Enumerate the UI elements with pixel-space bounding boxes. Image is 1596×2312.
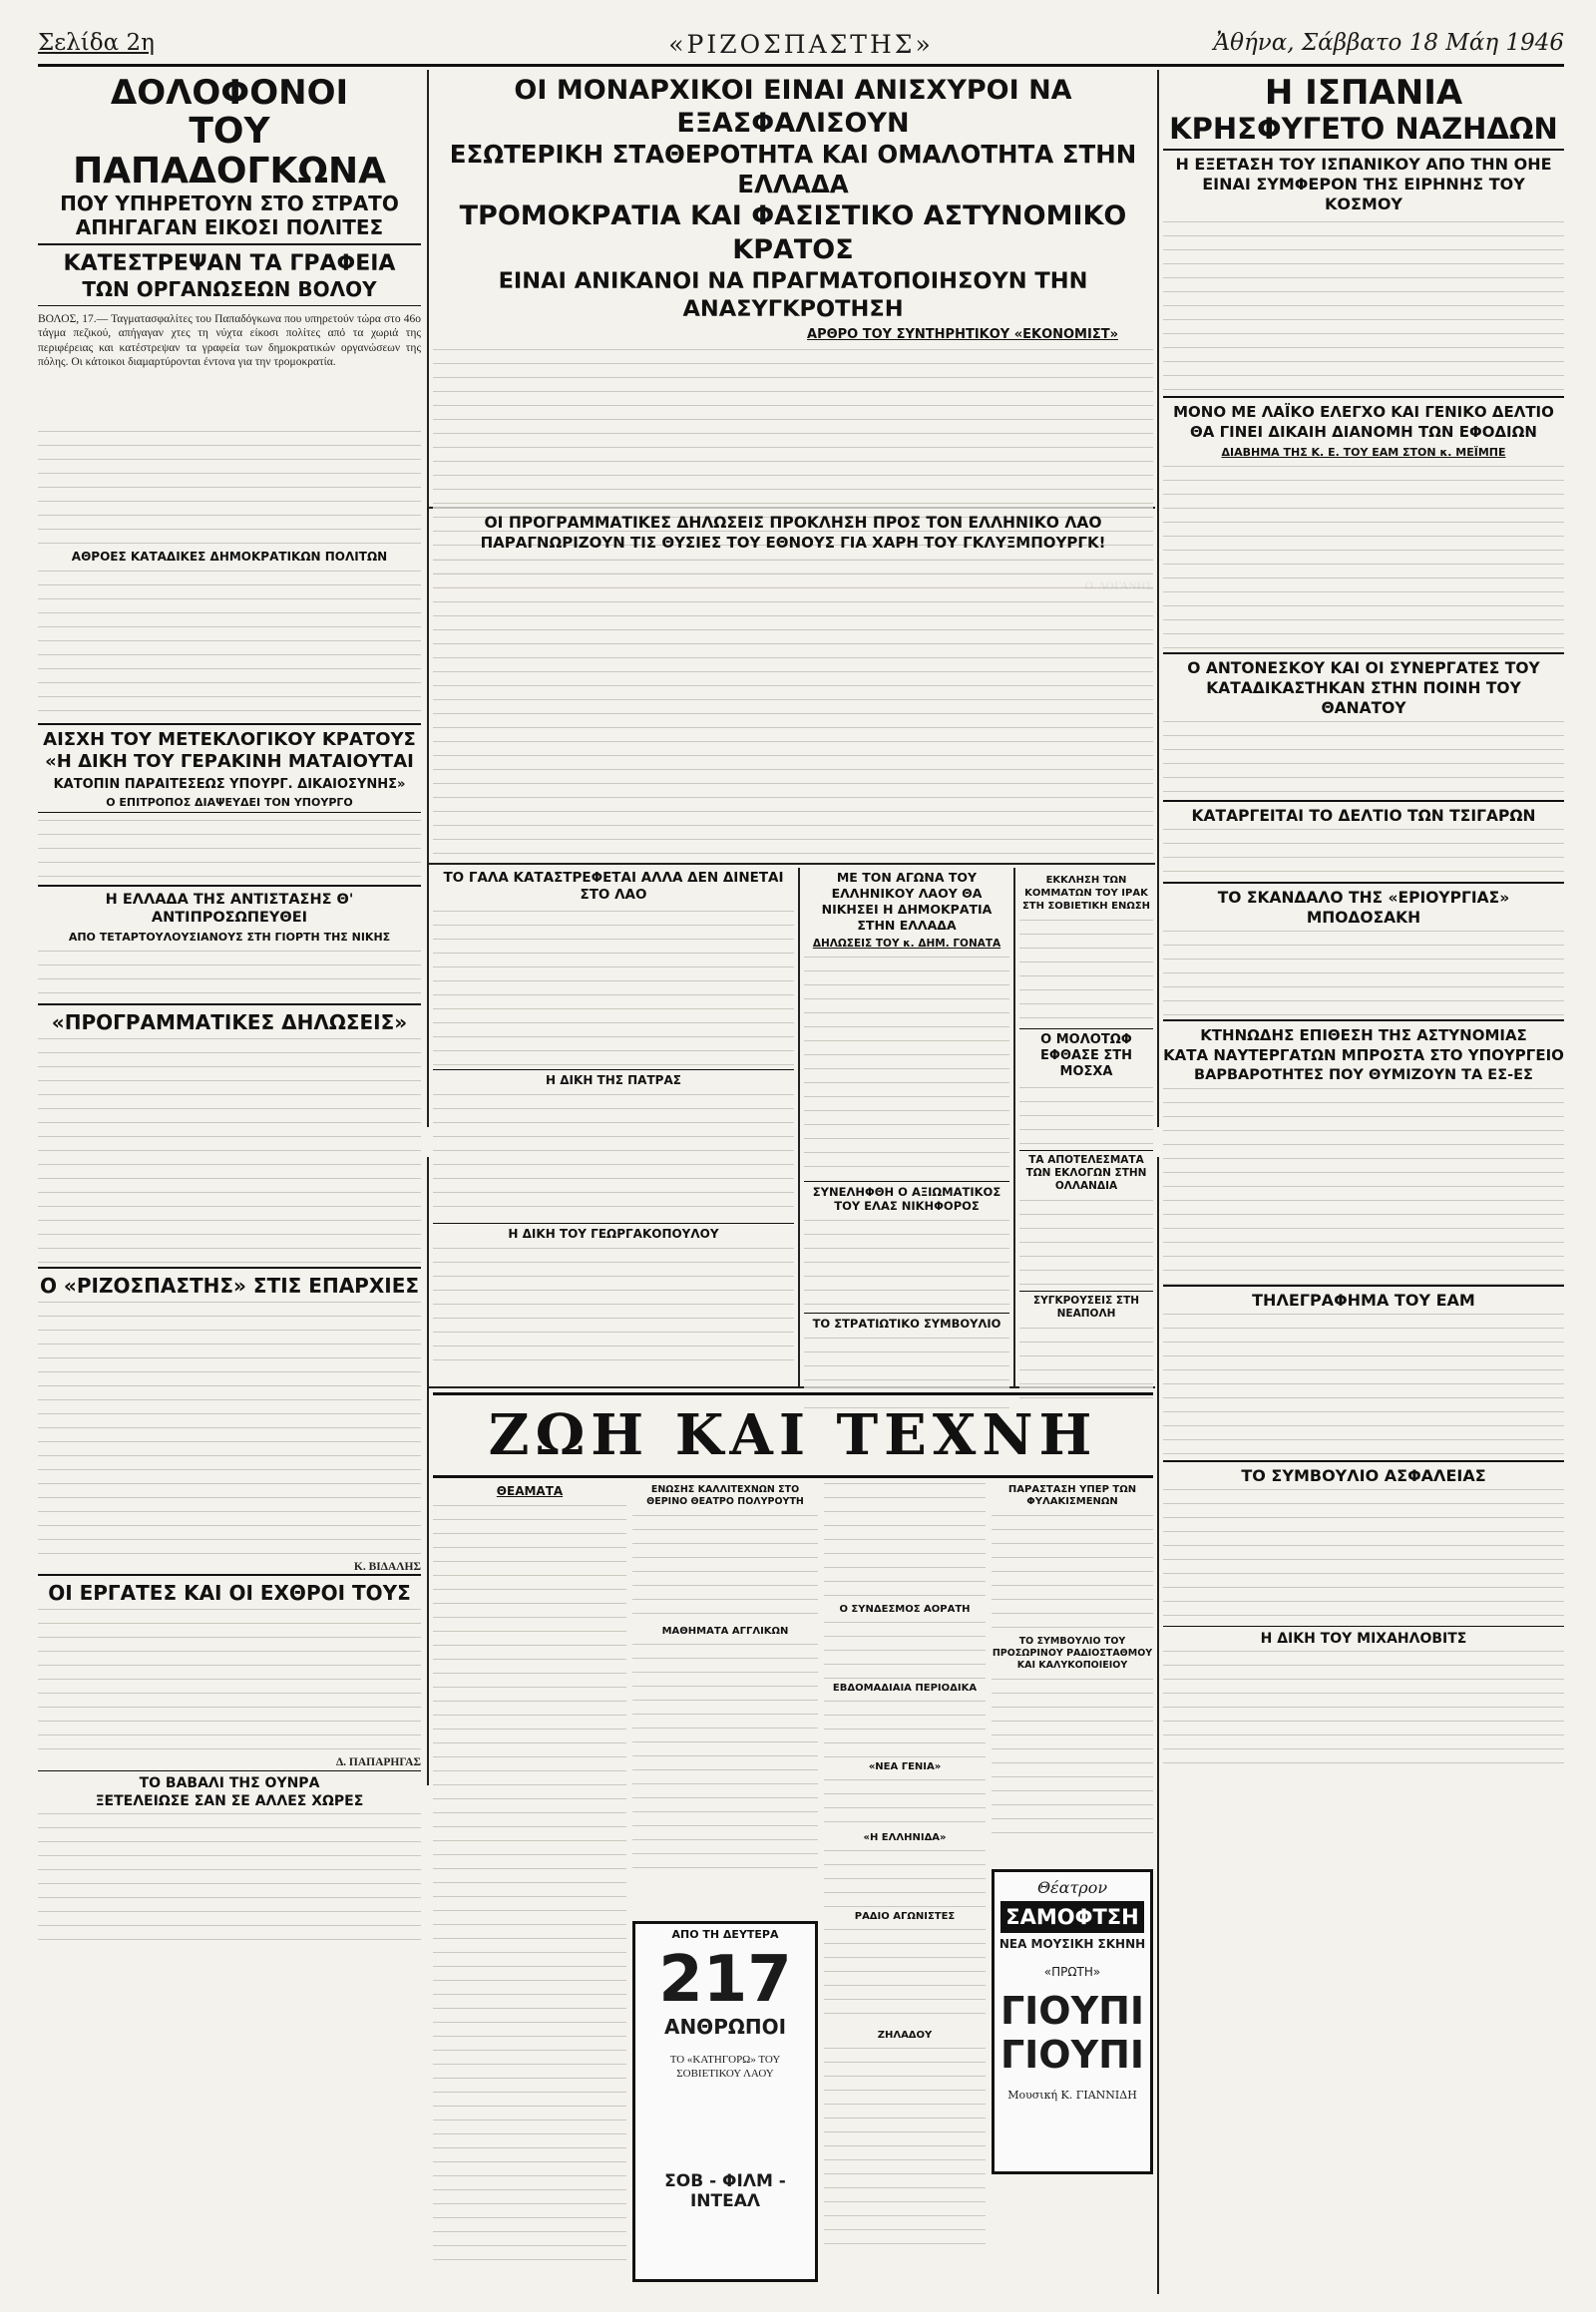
listings-col-2 [632,1480,818,1909]
subhead-eam: ΔΙΑΒΗΜΑ ΤΗΣ Κ. Ε. ΤΟΥ ΕΑΜ ΣΤΟΝ κ. ΜΕΪΜΠΕ [1221,446,1506,459]
ellinida-heading: «Η ΕΛΛΗΝΙΔΑ» [863,1832,947,1843]
listings-text [992,1512,1153,1632]
listings-text [824,1926,986,2026]
article-text-block [38,1606,421,1755]
subhead-grafeia: ΚΑΤΕΣΤΡΕΨΑΝ ΤΑ ΓΡΑΦΕΙΑ [63,251,396,276]
headline-ollandia: ΤΑ ΑΠΟΤΕΛΕΣΜΑΤΑ ΤΩΝ ΕΚΛΟΓΩΝ ΣΤΗΝ ΟΛΛΑΝΔΙΑ [1019,1150,1153,1193]
listings-col-4 [992,1480,1153,1859]
headline-dianomi: ΘΑ ΓΙΝΕΙ ΔΙΚΑΙΗ ΔΙΑΝΟΜΗ ΤΩΝ ΕΦΟΔΙΩΝ [1190,423,1537,441]
article-text-block [1163,1311,1564,1460]
headline-proklisi: ΟΙ ΠΡΟΓΡΑΜΜΑΤΙΚΕΣ ΔΗΛΩΣΕΙΣ ΠΡΟΚΛΗΣΗ ΠΡΟΣ ΤΟΝ ΕΛΛΗΝΙΚΟ ΛΑΟ [484,514,1102,532]
ad-number: 217 [658,1943,792,2017]
left-column [38,74,421,2288]
article-text-block [1163,718,1564,800]
headline-irak: ΕΚΚΛΗΣΗ ΤΩΝ ΚΟΜΜΑΤΩΝ ΤΟΥ ΙΡΑΚ ΣΤΗ ΣΟΒΙΕΤΙΚΗ ΕΝΩΣΗ [1021,875,1151,912]
headline-stratiotiko: ΤΟ ΣΤΡΑΤΙΩΤΙΚΟ ΣΥΜΒΟΥΛΙΟ [804,1313,1009,1331]
theamata-heading: ΘΕΑΜΑΤΑ [496,1484,564,1498]
column-rule [798,868,800,1386]
center-lower-right [1019,870,1153,1384]
subhead-economist: ΑΡΘΡΟ ΤΟΥ ΣΥΝΤΗΡΗΤΙΚΟΥ «ΕΚΟΝΟΜΙΣΤ» [807,327,1118,342]
theamata-column [433,1480,626,2286]
headline-symvoulio-asfaleias: ΤΟ ΣΥΜΒΟΥΛΙΟ ΑΣΦΑΛΕΙΑΣ [1163,1460,1564,1486]
author-signature: Δ. ΠΑΠΑΡΗΓΑΣ [335,1756,421,1769]
listings-text [824,1480,986,1600]
listings-text [824,1619,986,1679]
article-text-block [38,1035,421,1267]
headline-antoneskou: Ο ΑΝΤΟΝΕΣΚΟΥ ΚΑΙ ΟΙ ΣΥΝΕΡΓΑΤΕΣ ΤΟΥ [1163,652,1564,678]
headline-rizospastis-eparxies: Ο «ΡΙΖΟΣΠΑΣΤΗΣ» ΣΤΙΣ ΕΠΑΡΧΙΕΣ [38,1267,421,1299]
ad-first-label: «ΠΡΩΤΗ» [1043,1965,1101,1979]
article-text-block [433,908,794,1065]
zoi-kai-texni-banner [433,1392,1153,1478]
column-rule [1013,868,1015,1386]
headline-dolofonoi: ΔΟΛΟΦΟΝΟΙ [110,73,349,113]
article-text-block [38,568,421,717]
center-lower-left [433,870,794,1384]
subhead-katadikes: ΑΘΡΟΕΣ ΚΑΤΑΔΙΚΕΣ ΔΗΜΟΚΡΑΤΙΚΩΝ ΠΟΛΙΤΩΝ [71,550,388,564]
ad-subtitle: ΤΟ «ΚΑΤΗΓΟΡΩ» ΤΟΥ ΣΟΒΙΕΤΙΚΟΥ ΛΑΟΥ [669,2054,781,2081]
article-text-block [433,557,1153,856]
page-number: Σελίδα 2η [38,30,155,56]
article-text-block [1163,218,1564,396]
article-body: ΒΟΛΟΣ, 17.— Ταγματασφαλίτες του Παπαδόγκωνα που υπηρετούν τώρα στο 46ο τάγμα πεζικού, απήγαγαν χτες τη νύχτα είκοσι πολίτες από τα χωριά της περιφέρειας και κατέστρεψαν τα γραφεία των δημοκρατικών οργανώσεων της πόλης. Οι κάτοικοι διαμαρτύρονται έντονα για την τρομοκρατία. [38,313,421,369]
listings-text [632,1512,818,1622]
article-text-block [1163,1648,1564,1767]
ad-theatre-label: Θέατρον [1036,1878,1108,1897]
headline-antistasi: Η ΕΛΛΑΔΑ ΤΗΣ ΑΝΤΙΣΤΑΣΗΣ Θ' ΑΝΤΙΠΡΟΣΩΠΕΥΘΕΙ [38,885,421,927]
center-mid-article [433,513,1153,860]
subhead-gonatas: ΔΗΛΩΣΕΙΣ ΤΟΥ κ. ΔΗΜ. ΓΟΝΑΤΑ [812,938,1001,950]
column-rule [427,70,429,1127]
newspaper-name: «ΡΙΖΟΣΠΑΣΤΗΣ» [668,30,934,59]
ad-distributor: ΣΟΒ - ΦΙΛΜ - ΙΝΤΕΑΛ [664,2170,786,2211]
subhead-epitropos: Ο ΕΠΙΤΡΟΠΟΣ ΔΙΑΨΕΥΔΕΙ ΤΟΝ ΥΠΟΥΡΓΟ [38,796,421,813]
center-lower-mid [804,870,1009,1384]
headline-tilegrafima: ΤΗΛΕΓΡΑΦΗΜΑ ΤΟΥ ΕΑΜ [1163,1285,1564,1311]
headline-monarxikoi: ΟΙ ΜΟΝΑΡΧΙΚΟΙ ΕΙΝΑΙ ΑΝΙΣΧΥΡΟΙ ΝΑ ΕΞΑΣΦΑΛΙΣΟΥΝ [514,75,1072,139]
headline-nikiforos: ΣΥΝΕΛΗΦΘΗ Ο ΑΞΙΩΜΑΤΙΚΟΣ ΤΟΥ ΕΛΑΣ ΝΙΚΗΦΟΡΟΣ [804,1181,1009,1213]
headline-ounra: ΤΟ ΒΑΒΑΛΙ ΤΗΣ ΟΥΝΡΑ [38,1770,421,1792]
enosi-heading: ΕΝΩΣΗΣ ΚΑΛΛΙΤΕΧΝΩΝ ΣΤΟ ΘΕΡΙΝΟ ΘΕΑΤΡΟ ΠΟΛΥΡΟΥΤΗ [646,1484,804,1507]
author-signature: Κ. ΒΙΔΑΛΗΣ [353,1561,421,1573]
ad-date: ΑΠΟ ΤΗ ΔΕΥΤΕΡΑ [671,1928,779,1941]
subhead-organoseis: ΤΩΝ ΟΡΓΑΝΩΣΕΩΝ ΒΟΛΟΥ [38,277,421,306]
headline-dimokratia: ΜΕ ΤΟΝ ΑΓΩΝΑ ΤΟΥ ΕΛΛΗΝΙΚΟΥ ΛΑΟΥ ΘΑ ΝΙΚΗΣΕΙ Η ΔΗΜΟΚΡΑΤΙΑ ΣΤΗΝ ΕΛΛΑΔΑ [821,870,993,933]
listings-text [992,1676,1153,1845]
mathimata-heading: ΜΑΘΗΜΑΤΑ ΑΓΓΛΙΚΩΝ [661,1626,789,1637]
banner-title: ΖΩΗ ΚΑΙ ΤΕΧΝΗ [488,1402,1098,1468]
headline-laiko-elegxo: ΜΟΝΟ ΜΕ ΛΑΪΚΟ ΕΛΕΓΧΟ ΚΑΙ ΓΕΝΙΚΟ ΔΕΛΤΙΟ [1163,396,1564,422]
column-rule [427,1157,429,1785]
subhead-niki: ΑΠΟ ΤΕΤΑΡΤΟΥΛΟΥΣΙΑΝΟΥΣ ΣΤΗ ΓΙΟΡΤΗ ΤΗΣ ΝΙΚΗΣ [68,931,391,944]
headline-es-es: ΒΑΡΒΑΡΟΤΗΤΕΣ ΠΟΥ ΘΥΜΙΖΟΥΝ ΤΑ ΕΣ-ΕΣ [1194,1067,1533,1083]
article-text-block [433,1091,794,1219]
headline-ergates: ΟΙ ΕΡΓΑΤΕΣ ΚΑΙ ΟΙ ΕΧΘΡΟΙ ΤΟΥΣ [38,1574,421,1606]
ziladou-heading: ΖΗΛΑΔΟΥ [877,2030,933,2041]
column-rule [1157,70,1159,1127]
article-text-block [1019,917,1153,1024]
headline-aisxi: ΑΙΣΧΗ ΤΟΥ ΜΕΤΕΚΛΟΓΙΚΟΥ ΚΡΑΤΟΥΣ [38,723,421,751]
headline-diki-patras: Η ΔΙΚΗ ΤΗΣ ΠΑΤΡΑΣ [433,1069,794,1087]
ad-samoftsi-theatre [992,1869,1153,2174]
listings-text [632,1641,818,1880]
headline-neapoli: ΣΥΓΚΡΟΥΣΕΙΣ ΣΤΗ ΝΕΑΠΟΛΗ [1019,1291,1153,1321]
headline-tromokratia: ΤΡΟΜΟΚΡΑΤΙΑ ΚΑΙ ΦΑΣΙΣΤΙΚΟ ΑΣΤΥΝΟΜΙΚΟ ΚΡΑΤΟΣ [459,200,1127,265]
headline-mixailovits: Η ΔΙΚΗ ΤΟΥ ΜΙΧΑΗΛΟΒΙΤΣ [1163,1626,1564,1648]
ad-theatre-sub: ΝΕΑ ΜΟΥΣΙΚΗ ΣΚΗΝΗ [998,1937,1146,1951]
zoi-kai-texni-section [433,1392,1153,2286]
article-text-block [804,954,1009,1177]
syndesmos-heading: Ο ΣΥΝΔΕΣΜΟΣ ΑΟΡΑΤΗ [839,1604,971,1615]
issue-date: Ἀθήνα, Σάββατο 18 Μάη 1946 [1213,30,1564,56]
article-text-block [1163,826,1564,882]
parastasi-heading: ΠΑΡΑΣΤΑΣΗ ΥΠΕΡ ΤΩΝ ΦΥΛΑΚΙΣΜΕΝΩΝ [1007,1484,1137,1507]
headline-papadogkona: ΤΟΥ ΠΑΠΑΔΟΓΚΩΝΑ [73,111,386,192]
listings-text [824,1776,986,1828]
headline-thanatos: ΚΑΤΑΔΙΚΑΣΤΗΚΑΝ ΣΤΗΝ ΠΟΙΝΗ ΤΟΥ ΘΑΝΑΤΟΥ [1206,679,1521,717]
periodika-heading: ΕΒΔΟΜΑΔΙΑΙΑ ΠΕΡΙΟΔΙΚΑ [832,1683,978,1694]
listings-text [824,1698,986,1757]
column-rule [1157,1157,1159,2294]
headline-oie: Η ΕΞΕΤΑΣΗ ΤΟΥ ΙΣΠΑΝΙΚΟΥ ΑΠΟ ΤΗΝ ΟΗΕ ΕΙΝΑΙ ΣΥΜΦΕΡΟΝ ΤΗΣ ΕΙΡΗΝΗΣ ΤΟΥ ΚΟΣΜΟΥ [1175,155,1552,213]
headline-anikanoi: ΕΙΝΑΙ ΑΝΙΚΑΝΟΙ ΝΑ ΠΡΑΓΜΑΤΟΠΟΙΗΣΟΥΝ ΤΗΝ ΑΝΑΣΥΓΚΡΟΤΗΣΗ [498,268,1088,322]
radio-heading: ΡΑΔΙΟ ΑΓΩΝΙΣΤΕΣ [854,1911,956,1922]
center-top-article [433,74,1153,505]
masthead [38,30,1564,67]
headline-tsigara: ΚΑΤΑΡΓΕΙΤΑΙ ΤΟ ΔΕΛΤΙΟ ΤΩΝ ΤΣΙΓΑΡΩΝ [1163,800,1564,826]
article-text-block [38,817,421,885]
article-text-block [1019,1084,1153,1146]
article-text-block [1163,463,1564,652]
listings-text [824,2045,986,2244]
subhead-paraitisi: ΚΑΤΟΠΙΝ ΠΑΡΑΙΤΕΣΕΩΣ ΥΠΟΥΡΓ. ΔΙΚΑΙΟΣΥΝΗΣ» [53,777,406,792]
article-text-block [1163,928,1564,1019]
listings-text [824,1847,986,1907]
subhead-ounra: ΞΕΤΕΛΕΙΩΣΕ ΣΑΝ ΣΕ ΑΛΛΕΣ ΧΩΡΕΣ [95,1792,364,1809]
ad-word: ΑΝΘΡΩΠΟΙ [663,2015,787,2039]
headline-krisfygeto: ΚΡΗΣΦΥΓΕΤΟ ΝΑΖΗΔΩΝ [1163,112,1564,151]
article-text-block [433,1245,794,1368]
headline-nautergates: ΚΑΤΑ ΝΑΥΤΕΡΓΑΤΩΝ ΜΠΡΟΣΤΑ ΣΤΟ ΥΠΟΥΡΓΕΙΟ [1163,1046,1564,1064]
ad-theatre-name: ΣΑΜΟΦΤΣΗ [1000,1901,1144,1933]
prosoriko-heading: ΤΟ ΣΥΜΒΟΥΛΙΟ ΤΟΥ ΠΡΟΣΩΡΙΝΟΥ ΡΑΔΙΟΣΤΑΘΜΟΥ ΚΑΙ ΚΑΛΥΚΟΠΟΙΕΙΟΥ [992,1636,1153,1671]
headline-ispania: Η ΙΣΠΑΝΙΑ [1264,73,1463,113]
section-rule [429,863,1155,865]
article-text-block [38,1810,421,1940]
article-text-block [804,1217,1009,1309]
article-text-block [1163,1085,1564,1285]
nea-genia-heading: «ΝΕΑ ΓΕΝΙΑ» [868,1761,942,1772]
article-text-block [38,1299,421,1560]
ad-music-credit: Μουσική Κ. ΓΙΑΝΝΙΔΗ [1007,2089,1137,2102]
listings-text [433,1502,626,2270]
subhead-politis: ΑΠΗΓΑΓΑΝ ΕΙΚΟΣΙ ΠΟΛΙΤΕΣ [38,215,421,245]
headline-gala: ΤΟ ΓΑΛΑ ΚΑΤΑΣΤΡΕΦΕΤΑΙ ΑΛΛΑ ΔΕΝ ΔΙΝΕΤΑΙ ΣΤΟ ΛΑΟ [443,870,784,903]
article-text-block [38,948,421,1003]
headline-statherotita: ΕΣΩΤΕΡΙΚΗ ΣΤΑΘΕΡΟΤΗΤΑ ΚΑΙ ΟΜΑΛΟΤΗΤΑ ΣΤΗΝ ΕΛΛΑΔΑ [449,140,1137,198]
headline-skandalo: ΤΟ ΣΚΑΝΔΑΛΟ ΤΗΣ «ΕΡΙΟΥΡΓΙΑΣ» ΜΠΟΔΟΣΑΚΗ [1163,882,1564,928]
right-column [1163,74,1564,2288]
headline-ktinodis: ΚΤΗΝΩΔΗΣ ΕΠΙΘΕΣΗ ΤΗΣ ΑΣΤΥΝΟΜΙΑΣ [1163,1019,1564,1045]
headline-georgakopoulos: Η ΔΙΚΗ ΤΟΥ ΓΕΩΡΓΑΚΟΠΟΥΛΟΥ [433,1223,794,1241]
headline-thysies: ΠΑΡΑΓΝΩΡΙΖΟΥΝ ΤΙΣ ΘΥΣΙΕΣ ΤΟΥ ΕΘΝΟΥΣ ΓΙΑ ΧΑΡΗ ΤΟΥ ΓΚΛΥΞΜΠΟΥΡΓΚ! [480,534,1106,552]
subhead-stratos: ΠΟΥ ΥΠΗΡΕΤΟΥΝ ΣΤΟ ΣΤΡΑΤΟ [60,192,399,215]
headline-programmatikes: «ΠΡΟΓΡΑΜΜΑΤΙΚΕΣ ΔΗΛΩΣΕΙΣ» [38,1003,421,1035]
listings-col-3 [824,1480,986,2286]
headline-gerakini: «Η ΔΙΚΗ ΤΟΥ ΓΕΡΑΚΙΝΗ ΜΑΤΑΙΟΥΤΑΙ [45,751,414,772]
headline-molotof: Ο ΜΟΛΟΤΩΦ ΕΦΘΑΣΕ ΣΤΗ ΜΟΣΧΑ [1019,1028,1153,1080]
article-text-block [1019,1197,1153,1287]
ad-217-anthropoi [632,1921,818,2282]
article-text-block [1163,1486,1564,1626]
article-text-block [38,428,421,546]
ad-show-title: ΓΙΟΥΠΙ ΓΙΟΥΠΙ [999,1989,1145,2077]
